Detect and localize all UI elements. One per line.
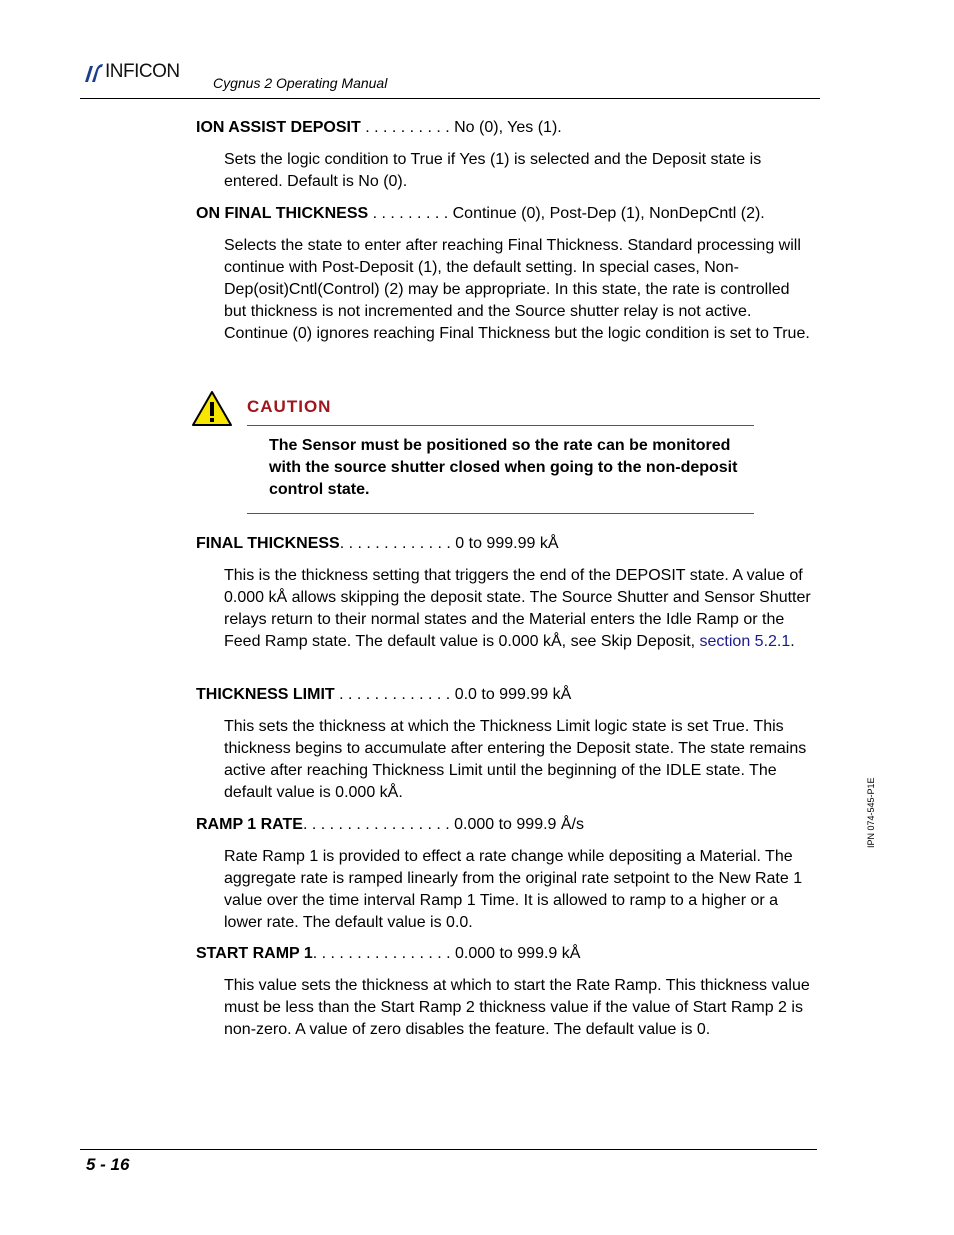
leader-dots: . . . . . . . . . . . . . . . . . (302, 816, 455, 833)
caution-bottom-rule (247, 513, 754, 514)
leader-dots: . . . . . . . . . . . . . (334, 686, 455, 703)
param-name: THICKNESS LIMIT (196, 686, 335, 703)
section-link[interactable]: section 5.2.1 (699, 633, 791, 650)
param-name: FINAL THICKNESS (196, 535, 340, 552)
page-number: 5 - 16 (86, 1155, 130, 1174)
leader-dots: . . . . . . . . . . . . . (339, 535, 456, 552)
description-text: This is the thickness setting that triggers the end of the DEPOSIT state. A value of 0.000 kÅ allows skipping the deposit state. The Source Shutter and Sensor Shutter relays return to their normal states and the Material enters the Idle Ramp or the Feed Ramp state. The default value is 0.000 kÅ, see Skip Deposit, (224, 567, 811, 650)
param-name: ON FINAL THICKNESS (196, 205, 369, 222)
caution-label: CAUTION (247, 397, 332, 416)
leader-dots: . . . . . . . . . (368, 205, 453, 222)
logo-text: INFICON (105, 61, 180, 82)
param-description (224, 565, 816, 653)
param-name: START RAMP 1 (196, 945, 313, 962)
param-description: This sets the thickness at which the Thickness Limit logic state is set True. This thickness begins to accumulate after entering the Deposit state. The state remains active after reaching Thickness Limit until the beginning of the IDLE state. The default value is 0.000 kÅ. (224, 718, 807, 801)
inficon-logo-icon (82, 60, 104, 84)
param-name: ION ASSIST DEPOSIT (196, 119, 361, 136)
document-title: Cygnus 2 Operating Manual (213, 75, 388, 91)
param-description: This value sets the thickness at which to start the Rate Ramp. This thickness value must be less than the Start Ramp 2 thickness value if the value of Start Ramp 2 is non-zero. A value of zero disables the feature. The default value is 0. (224, 977, 810, 1038)
leader-dots: . . . . . . . . . . . . . . . . (312, 945, 455, 962)
param-range: 0 to 999.99 kÅ (455, 535, 559, 552)
caution-top-rule (247, 425, 754, 426)
param-description: Sets the logic condition to True if Yes (1) is selected and the Deposit state is entered. Default is No (0). (224, 151, 762, 190)
document-part-number: IPN 074-545-P1E (866, 777, 876, 848)
header-divider (80, 98, 820, 99)
footer-divider (80, 1149, 817, 1150)
param-ion-assist-deposit (196, 117, 562, 139)
param-final-thickness (196, 533, 558, 555)
param-description: Selects the state to enter after reaching Final Thickness. Standard processing will continue with Post-Deposit (1), the default setting. In special cases, Non-Dep(osit)Cntl(Control) (2) may be appropriate. In this state, the rate is controlled but thickness is not incremented and the Source shutter relay is not active. Continue (0) ignores reaching Final Thickness but the logic condition is set to True. (224, 237, 810, 342)
leader-dots: . . . . . . . . . . (360, 119, 455, 136)
param-ramp-1-rate (196, 814, 584, 836)
param-start-ramp-1 (196, 943, 580, 965)
description-end: . (790, 633, 795, 650)
param-range: 0.0 to 999.99 kÅ (454, 686, 572, 703)
param-range: No (0), Yes (1). (454, 119, 562, 136)
caution-text: The Sensor must be positioned so the rate can be monitored with the source shutter closed when going to the non-deposit control state. (269, 437, 738, 498)
param-name: RAMP 1 RATE (196, 816, 303, 833)
param-range: 0.000 to 999.9 Å/s (454, 816, 584, 833)
param-on-final-thickness (196, 203, 765, 225)
param-range: 0.000 to 999.9 kÅ (455, 945, 581, 962)
param-range: Continue (0), Post-Dep (1), NonDepCntl (2). (452, 205, 765, 222)
inficon-logo (82, 60, 180, 84)
param-thickness-limit (196, 684, 571, 706)
warning-triangle-icon (191, 390, 233, 428)
param-description: Rate Ramp 1 is provided to effect a rate change while depositing a Material. The aggregate rate is ramped linearly from the original rate setpoint to the New Rate 1 value over the time interval Ramp 1 Time. It is allowed to ramp to a higher or a lower rate. The default value is 0.0. (224, 848, 803, 931)
